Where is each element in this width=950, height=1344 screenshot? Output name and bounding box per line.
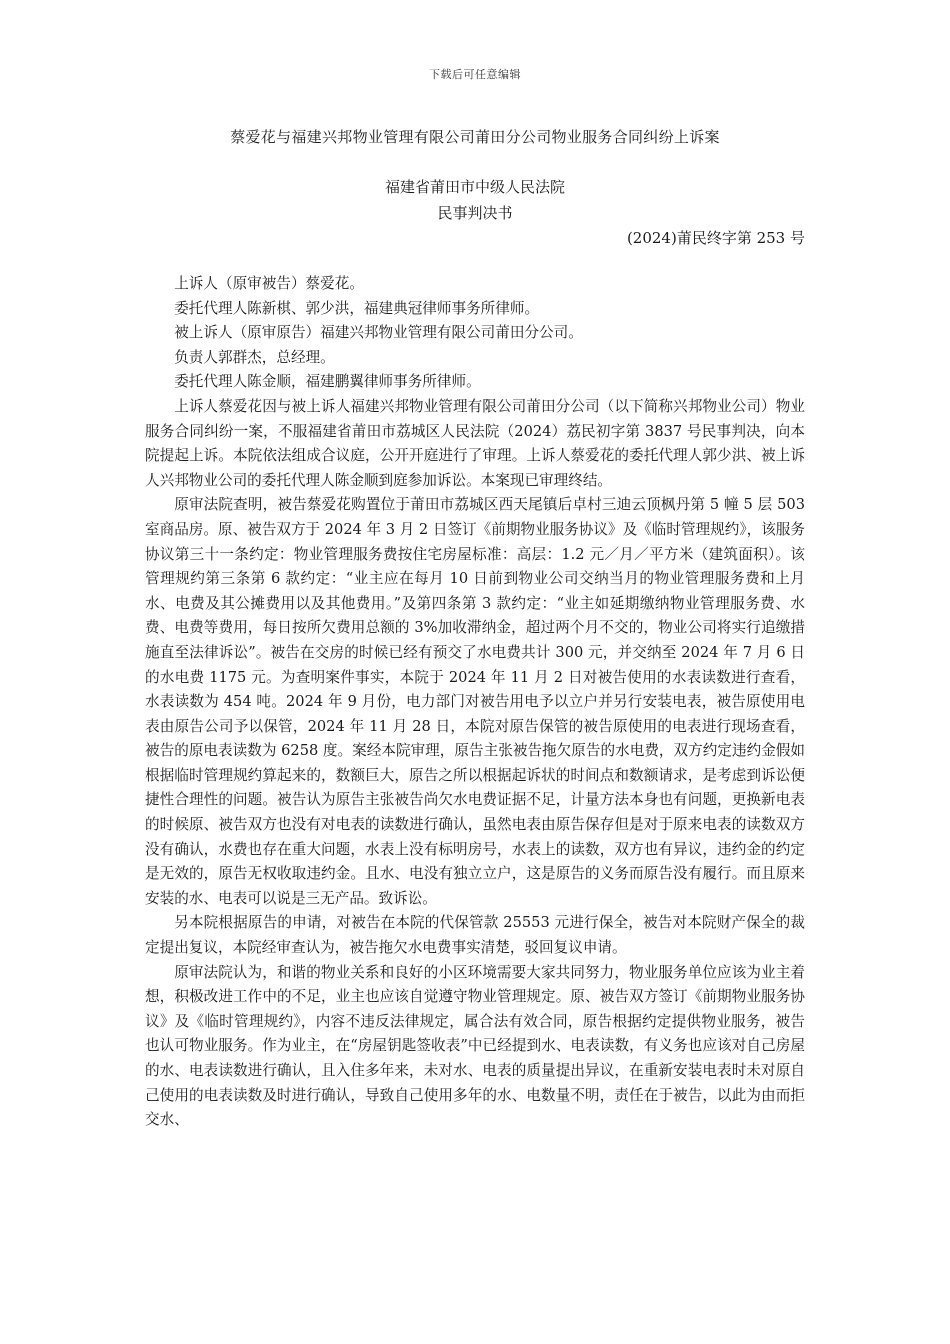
party-line: 负责人郭群杰，总经理。 — [174, 348, 335, 366]
court-name: 福建省莆田市中级人民法院 — [384, 178, 565, 196]
party-line: 被上诉人（原审原告）福建兴邦物业管理有限公司莆田分公司。 — [174, 324, 583, 342]
download-watermark: 下载后可任意编辑 — [429, 68, 521, 81]
party-line: 委托代理人陈金顺，福建鹏翼律师事务所律师。 — [174, 373, 481, 391]
case-title: 蔡爱花与福建兴邦物业管理有限公司莆田分公司物业服务合同纠纷上诉案 — [230, 128, 720, 146]
party-line: 上诉人（原审被告）蔡爱花。 — [174, 275, 364, 292]
body-paragraph: 另本院根据原告的申请，对被告在本院的代保管款 25553 元进行保全，被告对本院财产保全的裁定提出复议，本院经审查认为，被告拖欠水电费事实清楚，驳回复议申请。 — [145, 914, 805, 957]
party-line: 委托代理人陈新棋、郭少洪，福建典冠律师事务所律师。 — [174, 299, 540, 317]
body-paragraph: 原审法院查明，被告蔡爱花购置位于莆田市荔城区西天尾镇后卓村三迪云顶枫丹第 5 幢 5 层 503 室商品房。原、被告双方于 2024 年 3 月 2 日签订《前期物业服务协议》及《临时管理规约》，该服务协议第三十一条约定：物业管理服务费按住宅房屋标准：高层：1.2 元／月／平方米（建筑面积）。该管理规约第三条第 6 款约定：“业主应在每月 10 日前到物业公司交纳当月的物业管理服务费和上月水、电费及其公摊费用以及其他费用。”及第四条第 3 款约定：“业主如延期缴纳物业管理服务费、水费、电费等费用，每日按所欠费用总额的 3%加收滞纳金，超过两个月不交的，物业公司将实行追缴措施直至法律诉讼”。被告在交房的时候已经有预交了水电费共计 300 元，并交纳至 2024 年 7 月 6 日的水电费 1175 元。为查明案件事实，本院于 2024 年 11 月 2 日对被告使用的水表读数进行查看，水表读数为 454 吨。2024 年 9 月份，电力部门对被告用电予以立户并另行安装电表，被告原使用电表由原告公司予以保管，2024 年 11 月 28 日，本院对原告保管的被告原使用的电表进行现场查看，被告的原电表读数为 6258 度。案经本院审理，原告主张被告拖欠原告的水电费，双方约定违约金假如根据临时管理规约算起来的，数额巨大，原告之所以根据起诉状的时间点和数额请求，是考虑到诉讼便捷性合理性的问题。被告认为原告主张被告尚欠水电费证据不足，计量方法本身也有问题，更换新电表的时候原、被告双方也没有对电表的读数进行确认，虽然电表由原告保存但是对于原来电表的读数双方没有确认，水费也存在重大问题，水表上没有标明房号，水表上的读数，双方也有异议，违约金的约定是无效的，原告无权收取违约金。且水、电没有独立立户，这是原告的义务而原告没有履行。而且原来安装的水、电表可以说是三无产品。致诉讼。 — [145, 496, 805, 907]
document-type: 民事判决书 — [437, 204, 513, 222]
case-number: (2024)莆民终字第 253 号 — [626, 229, 805, 247]
body-paragraph: 上诉人蔡爱花因与被上诉人福建兴邦物业管理有限公司莆田分公司（以下简称兴邦物业公司）物业服务合同纠纷一案，不服福建省莆田市荔城区人民法院（2024）荔民初字第 3837 号民事判决，向本院提起上诉。本院依法组成合议庭，公开开庭进行了审理。上诉人蔡爱花的委托代理人郭少洪、被上诉人兴邦物业公司的委托代理人陈金顺到庭参加诉讼。本案现已审理终结。 — [145, 397, 805, 489]
body-paragraph: 原审法院认为，和谐的物业关系和良好的小区环境需要大家共同努力，物业服务单位应该为业主着想，积极改进工作中的不足，业主也应该自觉遵守物业管理规定。原、被告双方签订《前期物业服务协议》及《临时管理规约》，内容不违反法律规定，属合法有效合同，原告根据约定提供物业服务，被告也认可物业服务。作为业主，在“房屋钥匙签收表”中已经提到水、电表读数，有义务也应该对自己房屋的水、电表读数进行确认，且入住多年来，未对水、电表的质量提出异议，在重新安装电表时未对原自己使用的电表读数及时进行确认，导致自己使用多年的水、电数量不明，责任在于被告，以此为由而拒交水、 — [145, 963, 805, 1129]
judgment-body — [145, 272, 805, 1133]
